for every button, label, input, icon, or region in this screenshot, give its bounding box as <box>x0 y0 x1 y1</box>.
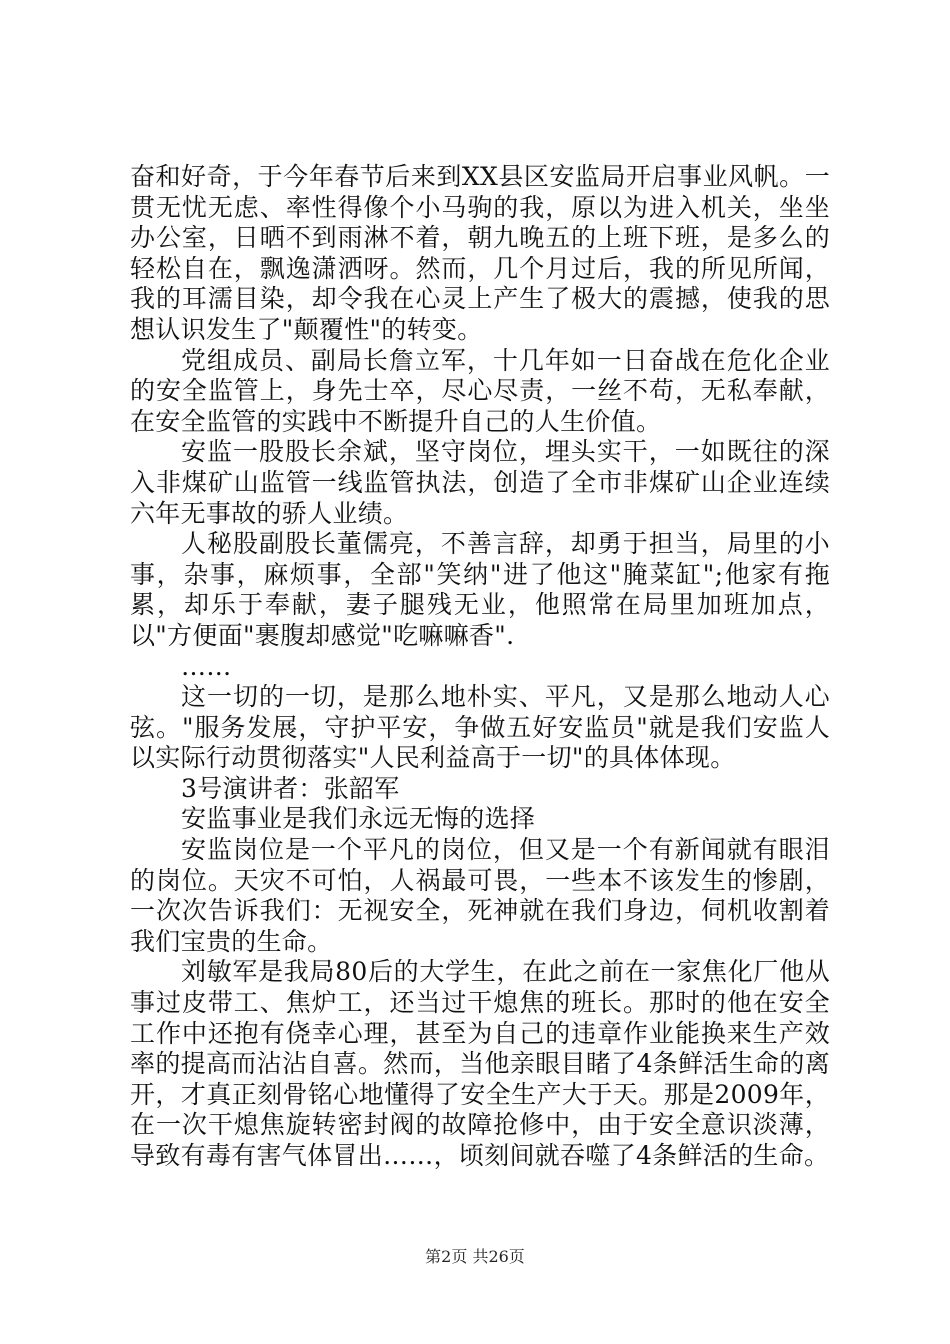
paragraph: 人秘股副股长董儒亮，不善言辞，却勇于担当，局里的小事，杂事，麻烦事，全部"笑纳"进了他这"腌菜缸";他家有拖累，却乐于奉献，妻子腿残无业，他照常在局里加班加点，以"方便面"裹腹却感觉"吃嘛嘛香". <box>130 529 830 650</box>
paragraph: 安监一股股长余斌，坚守岗位，埋头实干，一如既往的深入非煤矿山监管一线监管执法，创造了全市非煤矿山企业连续六年无事故的骄人业绩。 <box>130 437 830 528</box>
page-number-footer: 第2页 共26页 <box>425 1247 525 1266</box>
speaker-heading: 3号演讲者：张韶军 <box>181 773 400 803</box>
paragraph: 这一切的一切，是那么地朴实、平凡，又是那么地动人心弦。"服务发展，守护平安，争做五好安监员"就是我们安监人以实际行动贯彻落实"人民利益高于一切"的具体体现。 <box>130 682 830 773</box>
paragraph: 安监岗位是一个平凡的岗位，但又是一个有新闻就有眼泪的岗位。天灾不可怕，人祸最可畏，一些本不该发生的惨剧，一次次告诉我们：无视安全，死神就在我们身边，伺机收割着我们宝贵的生命。 <box>130 835 830 956</box>
paragraph: 奋和好奇，于今年春节后来到XX县区安监局开启事业风帆。一贯无忧无虑、率性得像个小马驹的我，原以为进入机关，坐坐办公室，日晒不到雨淋不着，朝九晚五的上班下班，是多么的轻松自在，飘逸潇洒呀。然而，几个月过后，我的所见所闻，我的耳濡目染，却令我在心灵上产生了极大的震撼，使我的思想认识发生了"颠覆性"的转变。 <box>130 162 830 344</box>
document-body <box>130 162 830 1172</box>
speech-title: 安监事业是我们永远无悔的选择 <box>181 804 536 834</box>
paragraph: 刘敏军是我局80后的大学生，在此之前在一家焦化厂他从事过皮带工、焦炉工，还当过干熄焦的班长。那时的他在安全工作中还抱有侥幸心理，甚至为自己的违章作业能换来生产效率的提高而沾沾自喜。然而，当他亲眼目睹了4条鲜活生命的离开，才真正刻骨铭心地懂得了安全生产大于天。那是2009年，在一次干熄焦旋转密封阀的故障抢修中，由于安全意识淡薄，导致有毒有害气体冒出……，顷刻间就吞噬了4条鲜活的生命。 <box>130 957 830 1170</box>
paragraph: 党组成员、副局长詹立军，十几年如一日奋战在危化企业的安全监管上，身先士卒，尽心尽责，一丝不苟，无私奉献，在安全监管的实践中不断提升自己的人生价值。 <box>130 345 830 436</box>
ellipsis-paragraph: …… <box>181 651 232 681</box>
